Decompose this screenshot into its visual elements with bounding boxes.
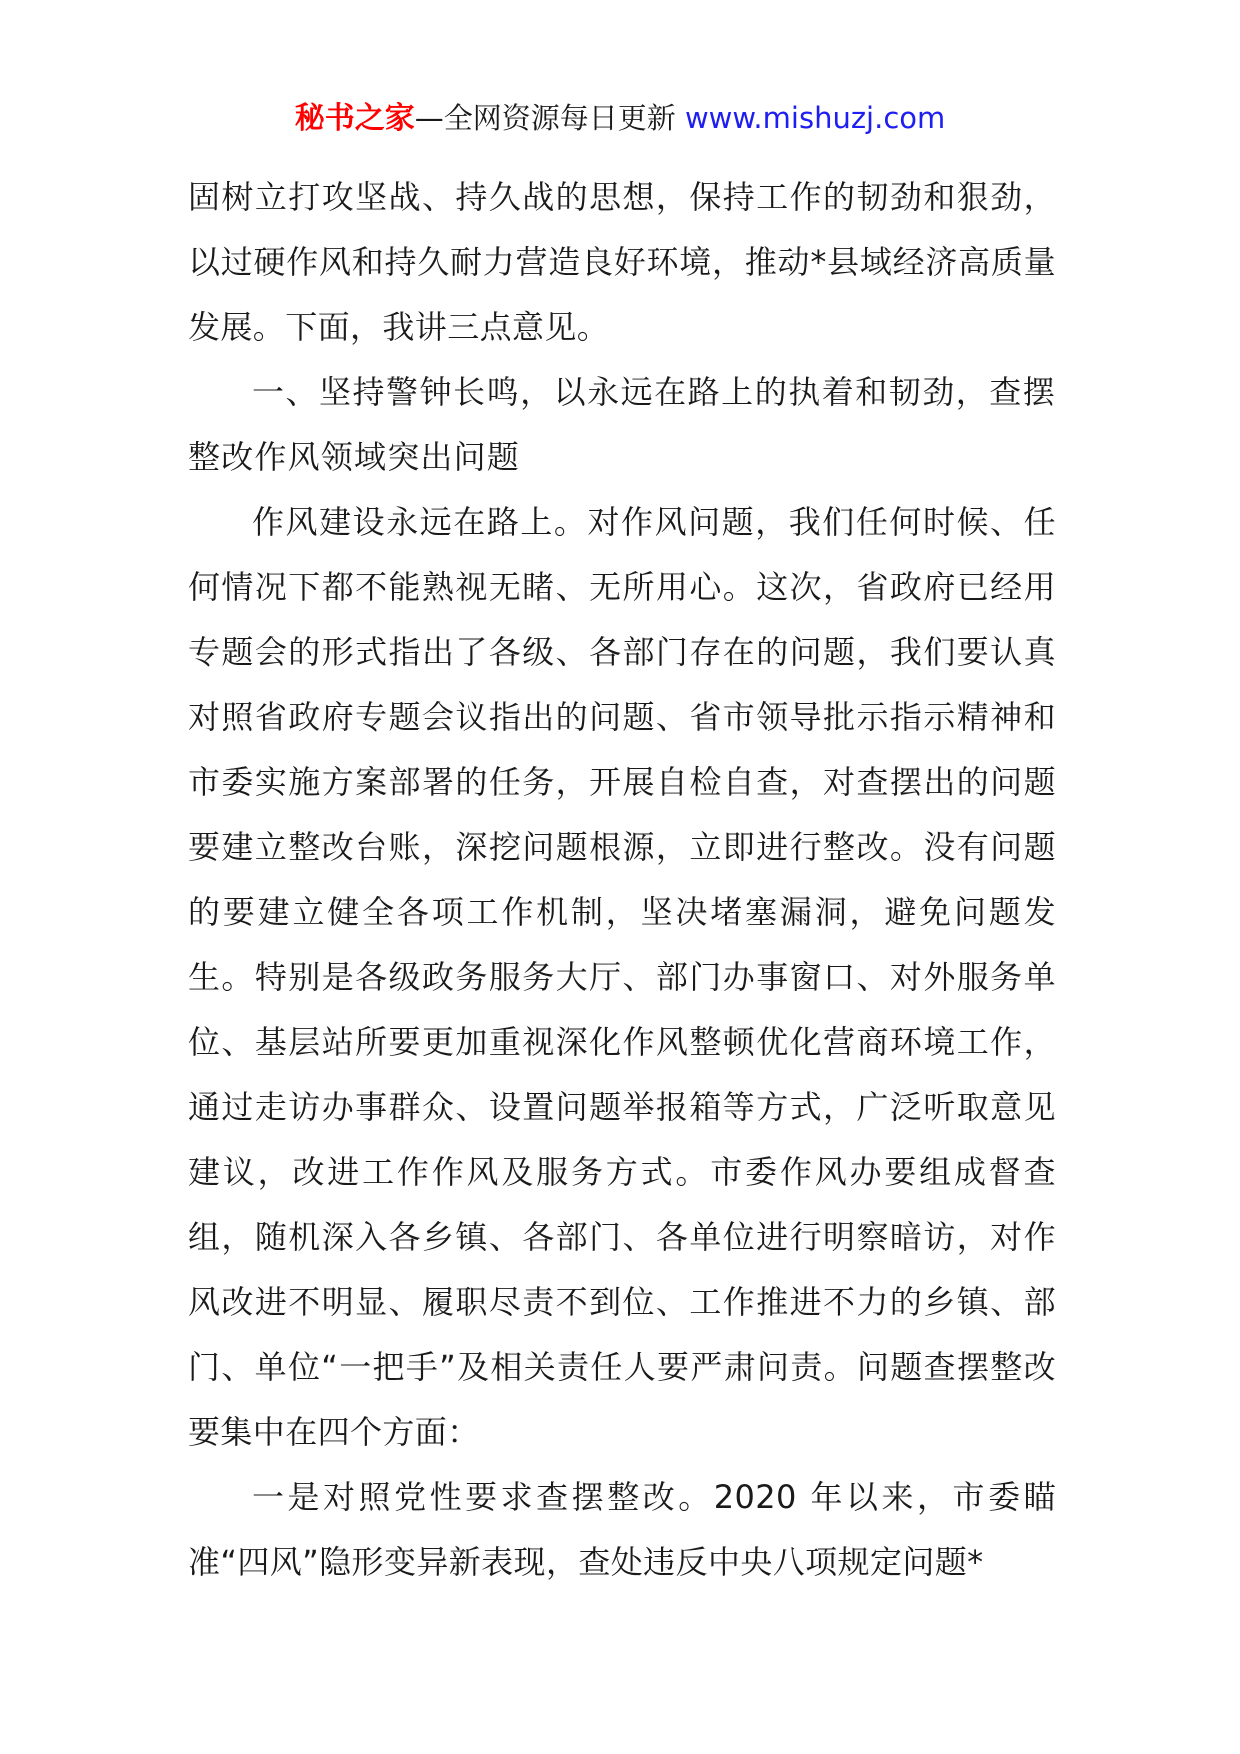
paragraph: 一是对照党性要求查摆整改。2020 年以来，市委瞄准“四风”隐形变异新表现，查处违反中央八项规定问题*: [188, 1478, 1056, 1581]
section-heading: 一、坚持警钟长鸣，以永远在路上的执着和韧劲，查摆整改作风领域突出问题: [188, 373, 1056, 476]
page-header: [0, 98, 1240, 139]
website-link[interactable]: www.mishuzj.com: [684, 101, 946, 135]
brand-name: 秘书之家: [294, 101, 415, 136]
header-tagline: —全网资源每日更新: [414, 101, 685, 135]
paragraph-continuation: 固树立打攻坚战、持久战的思想，保持工作的韧劲和狠劲，以过硬作风和持久耐力营造良好环境，推动*县域经济高质量发展。下面，我讲三点意见。: [188, 178, 1056, 346]
paragraph: 作风建设永远在路上。对作风问题，我们任何时候、任何情况下都不能熟视无睹、无所用心。这次，省政府已经用专题会的形式指出了各级、各部门存在的问题，我们要认真对照省政府专题会议指出的问题、省市领导批示指示精神和市委实施方案部署的任务，开展自检自查，对查摆出的问题要建立整改台账，深挖问题根源，立即进行整改。没有问题的要建立健全各项工作机制，坚决堵塞漏洞，避免问题发生。特别是各级政务服务大厅、部门办事窗口、对外服务单位、基层站所要更加重视深化作风整顿优化营商环境工作，通过走访办事群众、设置问题举报箱等方式，广泛听取意见建议，改进工作作风及服务方式。市委作风办要组成督查组，随机深入各乡镇、各部门、各单位进行明察暗访，对作风改进不明显、履职尽责不到位、工作推进不力的乡镇、部门、单位“一把手”及相关责任人要严肃问责。问题查摆整改要集中在四个方面：: [188, 503, 1056, 1451]
document-body: [188, 165, 1056, 1595]
